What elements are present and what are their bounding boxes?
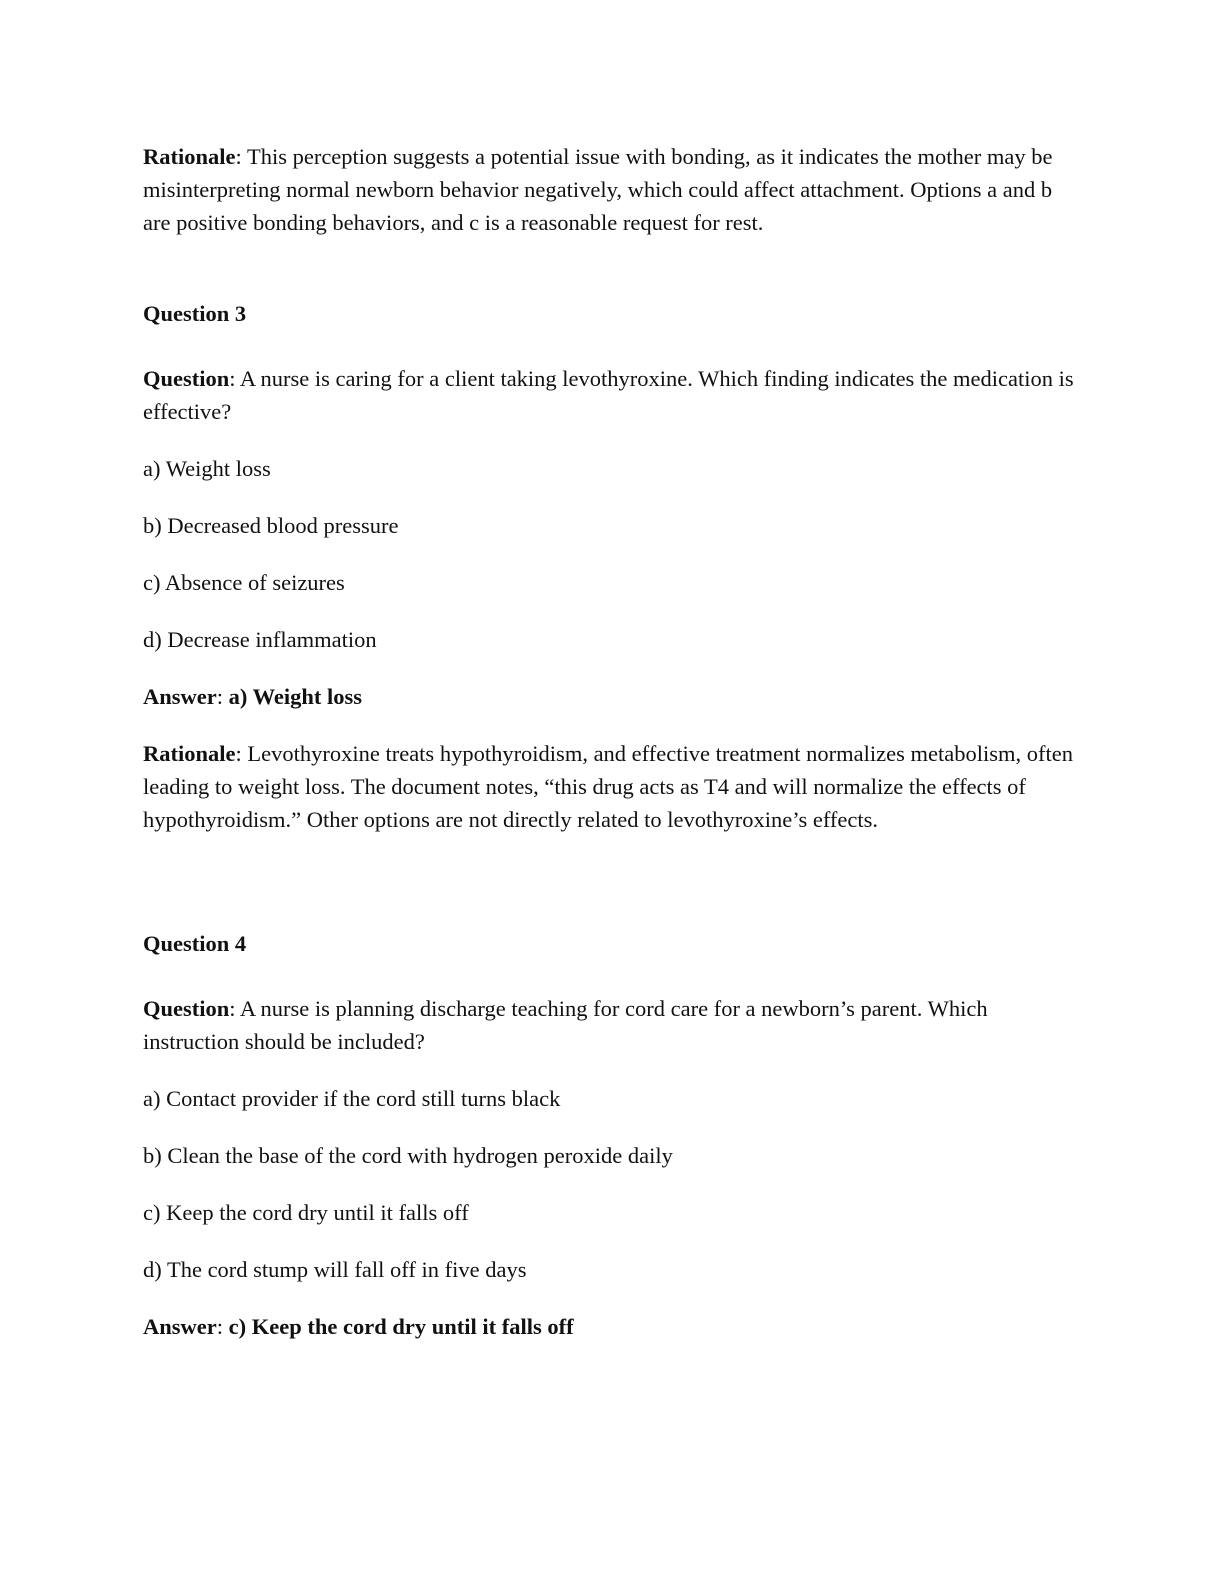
option-c: c) Absence of seizures (143, 570, 345, 595)
question-3-text (143, 362, 1083, 428)
question-body: : A nurse is caring for a client taking levothyroxine. Which finding indicates the medication is effective? (143, 366, 1074, 424)
question-body: : A nurse is planning discharge teaching for cord care for a newborn’s parent. Which instruction should be included? (143, 996, 988, 1054)
option-c: c) Keep the cord dry until it falls off (143, 1200, 469, 1225)
rationale-text: : This perception suggests a potential issue with bonding, as it indicates the mother may be misinterpreting normal newborn behavior negatively, which could affect attachment. Options a and b are positive bonding behaviors, and c is a reasonable request for rest. (143, 144, 1053, 235)
rationale-text: : Levothyroxine treats hypothyroidism, and effective treatment normalizes metabolism, often leading to weight loss. The document notes, “this drug acts as T4 and will normalize the effects of hypothyroidism.” Other options are not directly related to levothyroxine’s effects. (143, 741, 1073, 832)
option-d: d) The cord stump will fall off in five days (143, 1257, 527, 1282)
rationale-label: Rationale (143, 144, 236, 169)
answer-value: a) Weight loss (228, 684, 362, 709)
option-b: b) Clean the base of the cord with hydrogen peroxide daily (143, 1143, 673, 1168)
question-label: Question (143, 366, 230, 391)
answer-line (143, 680, 1083, 713)
answer-label: Answer (143, 684, 217, 709)
question-4-text (143, 992, 1083, 1058)
question-4-heading: Question 4 (143, 931, 247, 956)
answer-label: Answer (143, 1314, 217, 1339)
answer-separator: : (216, 684, 229, 709)
question-label: Question (143, 996, 230, 1021)
option-d: d) Decrease inflammation (143, 627, 377, 652)
option-a: a) Contact provider if the cord still turns black (143, 1086, 561, 1111)
answer-value: c) Keep the cord dry until it falls off (228, 1314, 574, 1339)
option-b: b) Decreased blood pressure (143, 513, 399, 538)
option-a: a) Weight loss (143, 456, 271, 481)
rationale-label: Rationale (143, 741, 236, 766)
rationale-paragraph (143, 737, 1083, 836)
answer-line (143, 1310, 1083, 1343)
answer-separator: : (216, 1314, 229, 1339)
rationale-paragraph (143, 140, 1083, 239)
question-3-heading: Question 3 (143, 301, 247, 326)
